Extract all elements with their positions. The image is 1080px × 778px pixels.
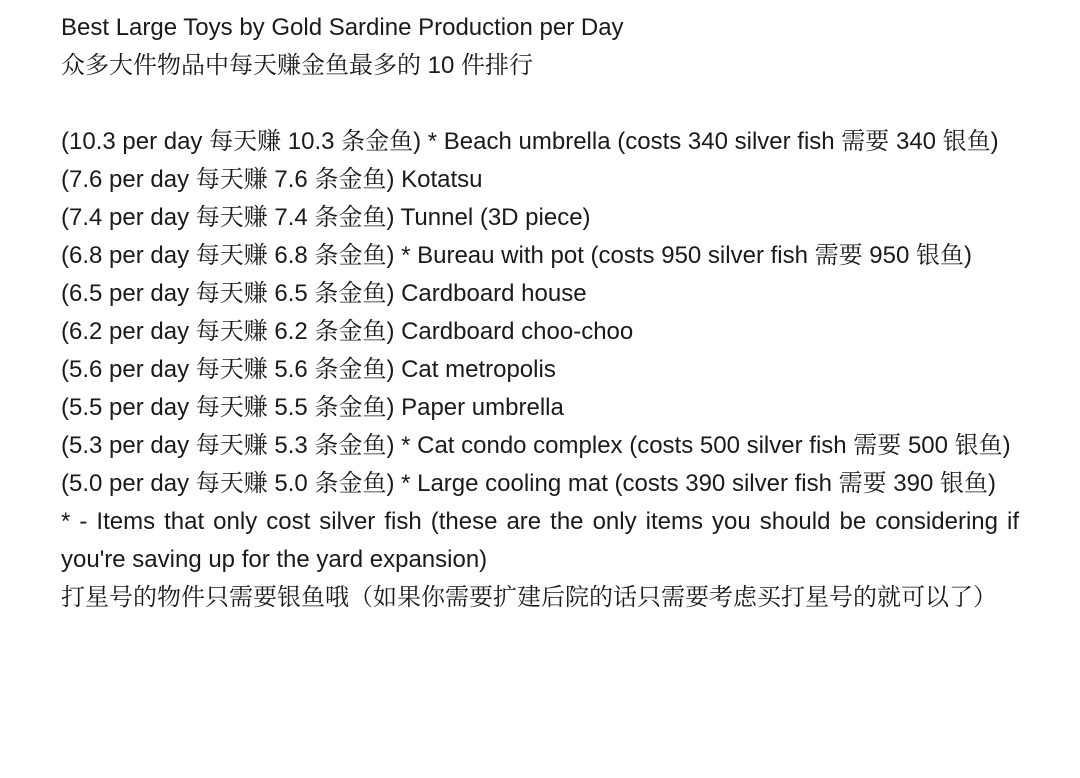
document-body: [61, 9, 1019, 617]
blank-line: [61, 85, 1019, 123]
list-item: (10.3 per day 每天赚 10.3 条金鱼) * Beach umbrella (costs 340 silver fish 需要 340 银鱼): [61, 128, 999, 155]
list-item: (7.4 per day 每天赚 7.4 条金鱼) Tunnel (3D piece): [61, 204, 591, 231]
list-item: (5.5 per day 每天赚 5.5 条金鱼) Paper umbrella: [61, 394, 564, 421]
document-title-english: Best Large Toys by Gold Sardine Production per Day: [61, 14, 624, 41]
list-item: (6.8 per day 每天赚 6.8 条金鱼) * Bureau with pot (costs 950 silver fish 需要 950 银鱼): [61, 242, 972, 269]
list-item: (5.6 per day 每天赚 5.6 条金鱼) Cat metropolis: [61, 356, 556, 383]
list-item: (5.3 per day 每天赚 5.3 条金鱼) * Cat condo complex (costs 500 silver fish 需要 500 银鱼): [61, 432, 1011, 459]
document-title-chinese: 众多大件物品中每天赚金鱼最多的 10 件排行: [61, 52, 534, 79]
list-item: (7.6 per day 每天赚 7.6 条金鱼) Kotatsu: [61, 166, 483, 193]
list-item: (6.5 per day 每天赚 6.5 条金鱼) Cardboard house: [61, 280, 587, 307]
list-item: (6.2 per day 每天赚 6.2 条金鱼) Cardboard choo-choo: [61, 318, 634, 345]
footnote-english: * - Items that only cost silver fish (these are the only items you should be considering if you're saving up for the yard expansion): [61, 508, 1019, 573]
footnote-chinese: 打星号的物件只需要银鱼哦（如果你需要扩建后院的话只需要考虑买打星号的就可以了）: [61, 584, 997, 611]
list-item: (5.0 per day 每天赚 5.0 条金鱼) * Large cooling mat (costs 390 silver fish 需要 390 银鱼): [61, 470, 997, 497]
